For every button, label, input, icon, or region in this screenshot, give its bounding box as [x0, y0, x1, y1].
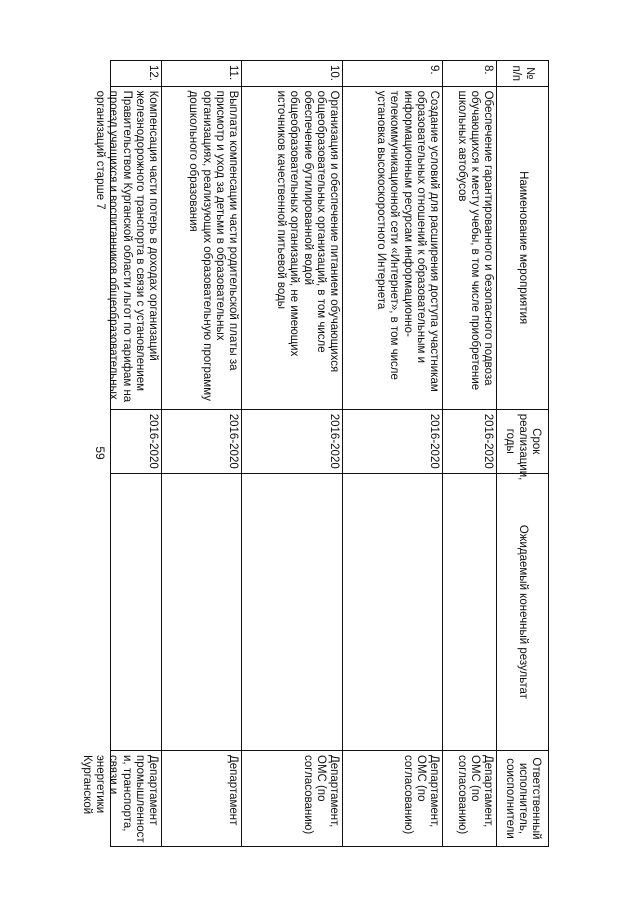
row-num: 12. — [111, 61, 162, 87]
header-term: Срок реализации, годы — [497, 409, 549, 473]
table-row — [343, 61, 443, 847]
table-header-row — [497, 61, 549, 847]
row-result — [111, 473, 162, 750]
row-name: Выплата компенсации части родительской платы за присмотр и уход за детьми в образовательных организациях, реализующих образовательную программу дошкольного образования — [162, 86, 242, 409]
row-name: Обеспечение гарантированного и безопасного подвоза обучающихся к месту учебы, в том числе приобретение школьных автобусов — [443, 86, 497, 409]
table-row — [111, 61, 162, 847]
table-row — [443, 61, 497, 847]
row-num: 10. — [242, 61, 343, 87]
row-responsible: Департамент, ОМС (по согласованию) — [242, 751, 343, 847]
row-num: 9. — [343, 61, 443, 87]
row-responsible: Департамент, ОМС (по согласованию) — [343, 751, 443, 847]
row-term: 2016-2020 — [162, 409, 242, 473]
row-responsible: Департамент промышленност и, транспорта, связи и энергетики Курганской — [80, 755, 159, 843]
row-name-cell — [94, 86, 162, 409]
row-name: Организация и обеспечение питанием обучающихся общеобразовательных организаций, в том числе обеспечение бутилированной водой общеобразовательных организаций, не имеющих источников качественной питьевой воды — [242, 86, 343, 409]
row-result — [343, 473, 443, 750]
row-responsible: Департамент — [162, 751, 242, 847]
row-name: Создание условий для расширения доступа участникам образовательных отношений к образовательным и информационным ресурсам информационно-телекоммуникационной сети «Интернет», в том числе установка высокоскоростного Интернета — [343, 86, 443, 409]
row-num: 8. — [443, 61, 497, 87]
row-term: 2016-2020 — [111, 409, 162, 473]
row-num: 11. — [162, 61, 242, 87]
row-responsible-cell — [80, 751, 162, 847]
row-name: Компенсация части потерь в доходах организаций железнодорожного транспорта в связи с установлением Правительством Курганской области льгот по тарифам на проезд учащихся и воспитанников общеобразовательных организаций старше 7 — [94, 90, 159, 403]
table-row — [162, 61, 242, 847]
row-responsible: Департамент, ОМС (по согласованию) — [443, 751, 497, 847]
row-term: 2016-2020 — [443, 409, 497, 473]
header-responsible: Ответственный исполнитель, соисполнители — [497, 751, 549, 847]
page-number: 59 — [93, 446, 107, 460]
row-result — [242, 473, 343, 750]
row-term: 2016-2020 — [242, 409, 343, 473]
row-result — [443, 473, 497, 750]
header-name: Наименование мероприятия — [497, 86, 549, 409]
row-term: 2016-2020 — [343, 409, 443, 473]
header-result: Ожидаемый конечный результат — [497, 473, 549, 750]
header-num: № п/п — [497, 61, 549, 87]
row-result — [162, 473, 242, 750]
table-row — [242, 61, 343, 847]
